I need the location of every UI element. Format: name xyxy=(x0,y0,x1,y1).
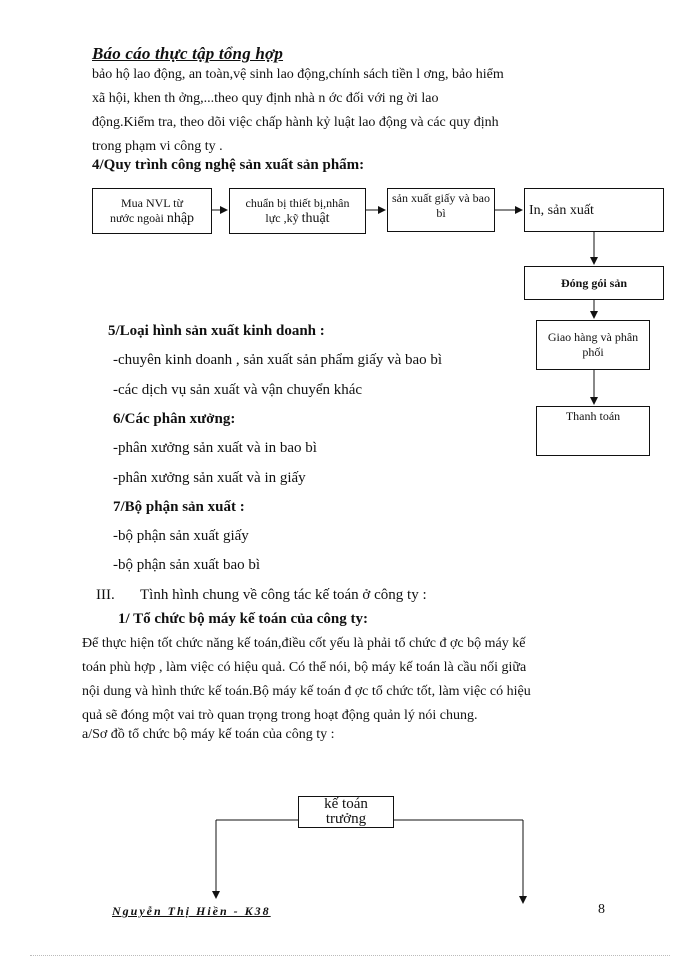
page-header-title: Báo cáo thực tập tổng hợp xyxy=(92,44,284,63)
section6-heading: 6/Các phân xưởng: xyxy=(113,411,236,427)
part3-paragraph xyxy=(82,632,610,728)
flow-step-text: sản xuất giấy và bao bì xyxy=(392,191,490,220)
list-item: -các dịch vụ sản xuất và vận chuyển khác xyxy=(113,382,363,398)
page-edge-divider xyxy=(30,955,670,956)
org-diagram-caption: a/Sơ đồ tổ chức bộ máy kế toán của công ty : xyxy=(82,727,335,742)
list-item: -chuyên kinh doanh , sản xuất sản phẩm giấy và bao bì xyxy=(113,352,443,368)
list-item: -bộ phận sản xuất giấy xyxy=(113,528,249,544)
footer-signature: Nguyễn Thị Hiền - K38 xyxy=(112,904,271,918)
section7-heading: 7/Bộ phận sản xuất : xyxy=(113,499,245,515)
section5-heading: 5/Loại hình sản xuất kinh doanh : xyxy=(108,323,325,339)
section4-heading: 4/Quy trình công nghệ sản xuất sản phẩm: xyxy=(92,157,365,173)
org-box-text: kế toán trưởng xyxy=(324,796,368,827)
flow-step-text: In, sản xuất xyxy=(529,202,594,218)
list-item: -bộ phận sản xuất bao bì xyxy=(113,557,261,573)
flow-step-text: lực ,kỹ thuật xyxy=(265,211,330,226)
flow-step-text: Mua NVL từ xyxy=(120,196,184,210)
page-number: 8 xyxy=(598,902,605,917)
list-item: -phân xưởng sản xuất và in bao bì xyxy=(113,440,317,456)
flow-step-text: Giao hàng và phân phối xyxy=(547,330,639,359)
text-line: Để thực hiện tốt chức năng kế toán,điều cốt yếu là phải tổ chức đ ợc bộ máy kế xyxy=(82,636,526,651)
text-line: quả sẽ đóng một vai trò quan trọng trong hoạt động quản lý nói chung. xyxy=(82,708,478,723)
text-line: bảo hộ lao động, an toàn,vệ sinh lao động,chính sách tiền l ơng, bảo hiểm xyxy=(92,67,504,82)
flow-step-text: nước ngoài nhập xyxy=(109,211,195,226)
text-line: trong phạm vi công ty . xyxy=(92,139,223,154)
list-item: -phân xưởng sản xuất và in giấy xyxy=(113,470,306,486)
text-line: toán phù hợp , làm việc có hiệu quả. Có thể nói, bộ máy kế toán là cầu nối giữa xyxy=(82,660,527,675)
part3-numeral: III. xyxy=(96,587,115,603)
flow-step-text: chuẩn bị thiết bị,nhân xyxy=(245,196,350,210)
part3-subheading: 1/ Tổ chức bộ máy kế toán của công ty: xyxy=(118,611,368,627)
text-line: xã hội, khen th ởng,...theo quy định nhà n ớc đối với ng ời lao xyxy=(92,91,439,106)
org-chief-accountant-box xyxy=(298,796,394,828)
flow-step-text: Thanh toán xyxy=(565,409,621,423)
text-line: nội dung và hình thức kế toán.Bộ máy kế toán đ ợc tổ chức tốt, làm việc có hiệu xyxy=(82,684,531,699)
text-line: động.Kiểm tra, theo dõi việc chấp hành kỷ luật lao động và các quy định xyxy=(92,115,499,130)
part3-title: Tình hình chung về công tác kế toán ở công ty : xyxy=(140,587,427,603)
flow-step-text: Đóng gói sản xyxy=(560,275,628,290)
